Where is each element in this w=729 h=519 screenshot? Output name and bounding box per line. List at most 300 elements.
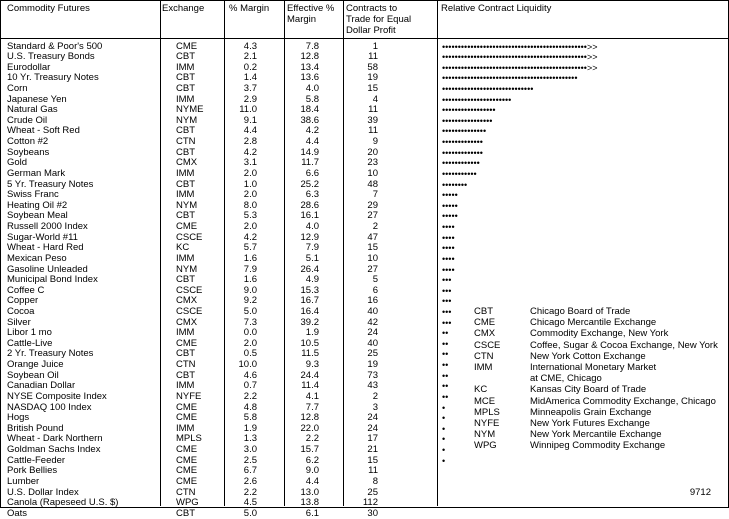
liquidity-bar: ••••••••••••••••••••••••••••••••••••••••••• bbox=[442, 73, 578, 84]
contracts-value: 112 bbox=[362, 497, 378, 509]
contracts-value: 42 bbox=[367, 316, 378, 328]
legend-code: CSCE bbox=[474, 339, 501, 351]
margin-value: 3.1 bbox=[243, 157, 257, 169]
commodity-name: Coffee C bbox=[7, 284, 45, 296]
table-row bbox=[0, 82, 534, 95]
exchange-code: CBT bbox=[176, 125, 195, 137]
contracts-value: 29 bbox=[367, 199, 378, 211]
margin-value: 2.5 bbox=[243, 454, 257, 466]
legend-code: NYM bbox=[474, 429, 496, 441]
commodity-name: Silver bbox=[7, 316, 31, 328]
effective-margin-value: 26.4 bbox=[300, 263, 319, 275]
contracts-value: 4 bbox=[372, 93, 378, 105]
liquidity-bar: ••••••••••••••••• bbox=[442, 105, 496, 116]
exchange-code: CBT bbox=[176, 274, 195, 286]
liquidity-bar: •••••••••••••••• bbox=[442, 115, 493, 126]
exchange-code: NYME bbox=[176, 104, 204, 116]
margin-value: 2.1 bbox=[243, 51, 257, 63]
effective-margin-value: 28.6 bbox=[300, 199, 319, 211]
effective-margin-value: 4.0 bbox=[305, 82, 319, 94]
exchange-code: CBT bbox=[176, 51, 195, 63]
legend-code: CME bbox=[474, 317, 496, 329]
margin-value: 3.0 bbox=[243, 444, 257, 456]
liquidity-bar: ••• bbox=[442, 296, 452, 307]
margin-value: 1.6 bbox=[243, 252, 257, 264]
effective-margin-value: 5.1 bbox=[305, 252, 319, 264]
exchange-code: NYM bbox=[176, 199, 198, 211]
exchange-code: NYM bbox=[176, 114, 198, 126]
margin-value: 2.6 bbox=[243, 475, 257, 487]
contracts-value: 21 bbox=[367, 444, 378, 456]
legend-description: Kansas City Board of Trade bbox=[530, 384, 647, 396]
margin-value: 4.2 bbox=[243, 146, 257, 158]
commodity-name: Cattle-Live bbox=[7, 337, 53, 349]
contracts-value: 9 bbox=[372, 136, 378, 148]
margin-value: 1.9 bbox=[243, 422, 257, 434]
commodity-name: Wheat - Soft Red bbox=[7, 125, 80, 137]
contracts-value: 11 bbox=[368, 465, 378, 477]
exchange-code: IMM bbox=[176, 61, 195, 73]
effective-margin-value: 6.3 bbox=[305, 189, 319, 201]
margin-value: 7.3 bbox=[243, 316, 257, 328]
margin-value: 9.2 bbox=[243, 295, 257, 307]
liquidity-bar: ••• bbox=[442, 317, 452, 328]
commodity-name: Mexican Peso bbox=[7, 252, 67, 264]
table-row bbox=[0, 390, 449, 403]
header-exchange: Exchange bbox=[162, 3, 205, 14]
legend-description: at CME, Chicago bbox=[530, 373, 602, 385]
legend-description: New York Futures Exchange bbox=[530, 418, 650, 429]
contracts-value: 8 bbox=[372, 475, 378, 487]
liquidity-bar: •• bbox=[442, 391, 449, 402]
effective-margin-value: 2.2 bbox=[305, 433, 319, 445]
commodity-name: Canadian Dollar bbox=[7, 380, 76, 392]
exchange-code: CTN bbox=[176, 359, 196, 371]
effective-margin-value: 4.4 bbox=[305, 475, 319, 487]
liquidity-bar: ••••• bbox=[442, 211, 458, 222]
margin-value: 9.1 bbox=[243, 114, 257, 126]
effective-margin-value: 11.7 bbox=[301, 157, 319, 169]
margin-value: 4.5 bbox=[243, 497, 257, 509]
exchange-code: IMM bbox=[176, 422, 195, 434]
margin-value: 0.0 bbox=[243, 327, 257, 339]
contracts-value: 27 bbox=[367, 210, 378, 222]
effective-margin-value: 4.4 bbox=[305, 136, 319, 148]
commodity-name: Oats bbox=[7, 507, 28, 519]
commodity-name: Wheat - Hard Red bbox=[7, 242, 84, 254]
commodity-name: Goldman Sachs Index bbox=[7, 444, 101, 456]
liquidity-bar: •• bbox=[442, 349, 449, 360]
effective-margin-value: 1.9 bbox=[305, 327, 319, 339]
effective-margin-value: 16.4 bbox=[300, 306, 319, 317]
liquidity-bar: •••••••••••••••••••••• bbox=[442, 94, 512, 105]
contracts-value: 24 bbox=[367, 422, 378, 434]
header-effective-line1: Effective % bbox=[287, 3, 335, 14]
contracts-value: 30 bbox=[367, 507, 378, 519]
legend-description: Winnipeg Commodity Exchange bbox=[530, 440, 666, 452]
header-commodity: Commodity Futures bbox=[7, 3, 90, 14]
liquidity-bar: •••••••• bbox=[442, 179, 468, 190]
contracts-value: 40 bbox=[367, 306, 378, 317]
contracts-value: 39 bbox=[367, 114, 378, 126]
exchange-code: MPLS bbox=[176, 433, 202, 445]
contracts-value: 73 bbox=[367, 369, 378, 381]
contracts-value: 7 bbox=[372, 189, 378, 201]
exchange-code: CMX bbox=[176, 295, 198, 307]
liquidity-bar: •• bbox=[442, 338, 449, 349]
contracts-value: 25 bbox=[367, 348, 378, 360]
commodity-name: U.S. Dollar Index bbox=[7, 486, 79, 498]
commodity-name: Hogs bbox=[7, 412, 30, 424]
effective-margin-value: 22.0 bbox=[300, 422, 319, 434]
margin-value: 2.2 bbox=[243, 390, 257, 402]
legend-code: WPG bbox=[474, 440, 497, 452]
liquidity-bar: •••••••••••• bbox=[442, 158, 480, 169]
exchange-code: CBT bbox=[176, 369, 195, 381]
exchange-code: CMX bbox=[176, 157, 198, 169]
table-row bbox=[0, 167, 477, 180]
liquidity-bar: •••• bbox=[442, 264, 455, 275]
exchange-code: CSCE bbox=[176, 306, 203, 317]
contracts-value: 2 bbox=[372, 221, 378, 233]
contracts-value: 11 bbox=[368, 51, 378, 63]
legend-description: New York Cotton Exchange bbox=[530, 350, 646, 362]
contracts-value: 11 bbox=[368, 104, 378, 116]
effective-margin-value: 7.7 bbox=[305, 401, 319, 413]
margin-value: 2.0 bbox=[243, 167, 257, 179]
legend-code: CBT bbox=[474, 306, 493, 317]
contracts-value: 10 bbox=[367, 252, 378, 264]
margin-value: 0.7 bbox=[243, 380, 257, 392]
contracts-value: 24 bbox=[367, 412, 378, 424]
header-contracts-line2: Trade for Equal bbox=[346, 14, 412, 25]
effective-margin-value: 4.9 bbox=[305, 274, 319, 286]
exchange-code: CME bbox=[176, 40, 198, 52]
margin-value: 2.8 bbox=[243, 136, 257, 148]
effective-margin-value: 10.5 bbox=[300, 337, 319, 349]
margin-value: 2.9 bbox=[243, 93, 257, 105]
commodity-name: Sugar-World #11 bbox=[7, 231, 78, 243]
effective-margin-value: 39.2 bbox=[300, 316, 319, 328]
liquidity-bar: ••••••••••••••••••••••••••••••••••••••••••••••>> bbox=[442, 52, 598, 63]
contracts-value: 6 bbox=[372, 284, 378, 296]
legend-description: Chicago Board of Trade bbox=[530, 306, 631, 317]
exchange-code: CBT bbox=[176, 146, 195, 158]
contracts-value: 24 bbox=[367, 327, 378, 339]
legend-description: Chicago Mercantile Exchange bbox=[530, 317, 657, 329]
table-row bbox=[0, 509, 440, 519]
liquidity-bar: •• bbox=[442, 381, 449, 392]
header-effective-line2: Margin bbox=[287, 14, 317, 25]
legend-code: IMM bbox=[474, 362, 493, 373]
commodity-name: Heating Oil #2 bbox=[7, 199, 68, 211]
contracts-value: 15 bbox=[367, 454, 378, 466]
exchange-code: CME bbox=[176, 221, 198, 233]
header-divider bbox=[1, 38, 728, 39]
exchange-code: CMX bbox=[176, 316, 198, 328]
contracts-value: 15 bbox=[367, 242, 378, 254]
margin-value: 4.2 bbox=[243, 231, 257, 243]
legend-code: MPLS bbox=[474, 406, 500, 418]
effective-margin-value: 38.6 bbox=[300, 114, 319, 126]
effective-margin-value: 15.7 bbox=[300, 444, 319, 456]
legend-code: CMX bbox=[474, 328, 496, 340]
liquidity-bar: •••••••••••••• bbox=[442, 126, 487, 137]
exchange-code: CME bbox=[176, 337, 198, 349]
liquidity-bar: ••••• bbox=[442, 190, 458, 201]
liquidity-bar: ••• bbox=[442, 307, 452, 317]
exchange-code: CBT bbox=[176, 507, 195, 519]
margin-value: 7.9 bbox=[243, 263, 257, 275]
effective-margin-value: 6.1 bbox=[305, 507, 319, 519]
exchange-code: CME bbox=[176, 475, 198, 487]
commodity-name: Natural Gas bbox=[7, 104, 58, 116]
margin-value: 2.2 bbox=[243, 486, 257, 498]
margin-value: 1.4 bbox=[243, 72, 257, 84]
effective-margin-value: 11.4 bbox=[301, 380, 319, 392]
legend-description: New York Mercantile Exchange bbox=[530, 429, 662, 441]
margin-value: 2.0 bbox=[243, 337, 257, 349]
contracts-value: 23 bbox=[367, 157, 378, 169]
margin-value: 8.0 bbox=[243, 199, 257, 211]
contracts-value: 47 bbox=[367, 231, 378, 243]
contracts-value: 48 bbox=[367, 178, 378, 190]
exchange-code: CBT bbox=[176, 72, 195, 84]
margin-value: 1.6 bbox=[243, 274, 257, 286]
margin-value: 0.5 bbox=[243, 348, 257, 360]
commodity-name: NYSE Composite Index bbox=[7, 390, 107, 402]
exchange-code: WPG bbox=[176, 497, 199, 509]
liquidity-bar: ••••••••••••• bbox=[442, 137, 483, 148]
contracts-value: 1 bbox=[372, 40, 378, 52]
effective-margin-value: 12.8 bbox=[300, 412, 319, 424]
exchange-code: IMM bbox=[176, 189, 195, 201]
commodity-name: Soybean Meal bbox=[7, 210, 68, 222]
effective-margin-value: 16.1 bbox=[300, 210, 319, 222]
commodity-name: Orange Juice bbox=[7, 359, 64, 371]
contracts-value: 3 bbox=[372, 401, 378, 413]
commodity-name: Crude Oil bbox=[7, 114, 48, 126]
footer-code: 9712 bbox=[689, 487, 711, 498]
liquidity-bar: •• bbox=[442, 360, 449, 371]
legend-code: MCE bbox=[474, 395, 496, 407]
margin-value: 4.6 bbox=[243, 369, 257, 381]
exchange-code: IMM bbox=[176, 327, 195, 339]
commodity-name: Russell 2000 Index bbox=[7, 221, 88, 233]
effective-margin-value: 24.4 bbox=[300, 369, 319, 381]
liquidity-bar: ••• bbox=[442, 285, 452, 296]
effective-margin-value: 6.6 bbox=[305, 167, 319, 179]
exchange-code: NYM bbox=[176, 263, 198, 275]
effective-margin-value: 12.8 bbox=[300, 51, 319, 63]
exchange-code: NYFE bbox=[176, 390, 202, 402]
legend-code: KC bbox=[474, 384, 488, 396]
liquidity-bar: •••• bbox=[442, 232, 455, 243]
header-liquidity: Relative Contract Liquidity bbox=[441, 3, 552, 14]
margin-value: 4.3 bbox=[243, 40, 257, 52]
contracts-value: 16 bbox=[367, 295, 378, 307]
effective-margin-value: 16.7 bbox=[300, 295, 319, 307]
contracts-value: 58 bbox=[367, 61, 378, 73]
liquidity-bar: • bbox=[442, 423, 446, 434]
commodity-name: 2 Yr. Treasury Notes bbox=[7, 348, 94, 360]
effective-margin-value: 6.2 bbox=[305, 454, 319, 466]
table-row bbox=[0, 306, 452, 318]
contracts-value: 5 bbox=[372, 274, 378, 286]
margin-value: 10.0 bbox=[238, 359, 257, 371]
contracts-value: 40 bbox=[367, 337, 378, 349]
exchange-code: CBT bbox=[176, 348, 195, 360]
legend-description: Minneapolis Grain Exchange bbox=[530, 406, 652, 418]
commodity-name: Cotton #2 bbox=[7, 136, 49, 148]
liquidity-bar: •••• bbox=[442, 253, 455, 264]
liquidity-bar: ••••••••••••••••••••••••••••••••••••••••••••••>> bbox=[442, 41, 598, 52]
commodity-name: Standard & Poor's 500 bbox=[7, 40, 103, 52]
margin-value: 5.7 bbox=[243, 242, 257, 254]
exchange-code: IMM bbox=[176, 252, 195, 264]
exchange-code: CME bbox=[176, 401, 198, 413]
effective-margin-value: 14.9 bbox=[300, 146, 319, 158]
margin-value: 3.7 bbox=[243, 82, 257, 94]
table-row bbox=[0, 252, 455, 265]
margin-value: 5.0 bbox=[243, 507, 257, 519]
contracts-value: 27 bbox=[367, 263, 378, 275]
margin-value: 5.8 bbox=[243, 412, 257, 424]
margin-value: 2.0 bbox=[243, 221, 257, 233]
legend-description: Commodity Exchange, New York bbox=[530, 328, 669, 340]
legend-description: International Monetary Market bbox=[530, 362, 657, 373]
exchange-code: CME bbox=[176, 465, 198, 477]
commodity-name: Corn bbox=[7, 82, 28, 94]
legend-code: CTN bbox=[474, 350, 494, 362]
margin-value: 5.3 bbox=[243, 210, 257, 222]
exchange-code: IMM bbox=[176, 93, 195, 105]
commodity-name: Soybeans bbox=[7, 146, 50, 158]
contracts-value: 25 bbox=[367, 486, 378, 498]
liquidity-bar: •• bbox=[442, 370, 449, 381]
commodity-name: Lumber bbox=[7, 475, 40, 487]
liquidity-bar: • bbox=[442, 455, 446, 466]
commodity-name: Copper bbox=[7, 295, 39, 307]
exchange-code: CSCE bbox=[176, 231, 203, 243]
legend-description: Coffee, Sugar & Cocoa Exchange, New York bbox=[530, 339, 718, 351]
header-contracts-line3: Dollar Profit bbox=[346, 25, 396, 36]
effective-margin-value: 18.4 bbox=[300, 104, 319, 116]
exchange-code: CBT bbox=[176, 210, 195, 222]
contracts-value: 19 bbox=[367, 359, 378, 371]
commodity-name: German Mark bbox=[7, 167, 66, 179]
exchange-code: CBT bbox=[176, 82, 195, 94]
commodity-name: Cocoa bbox=[7, 306, 35, 317]
effective-margin-value: 4.2 bbox=[305, 125, 319, 137]
contracts-value: 20 bbox=[367, 146, 378, 158]
liquidity-bar: ••••••••••• bbox=[442, 168, 477, 179]
liquidity-bar: •••• bbox=[442, 243, 455, 254]
commodity-name: 5 Yr. Treasury Notes bbox=[7, 178, 94, 190]
margin-value: 4.4 bbox=[243, 125, 257, 137]
commodity-name: Soybean Oil bbox=[7, 369, 59, 381]
margin-value: 4.8 bbox=[243, 401, 257, 413]
liquidity-bar: • bbox=[442, 445, 446, 456]
liquidity-bar: • bbox=[442, 413, 446, 424]
margin-value: 1.3 bbox=[243, 433, 257, 445]
legend-code: NYFE bbox=[474, 418, 500, 429]
commodity-name: NASDAQ 100 Index bbox=[7, 401, 92, 413]
liquidity-bar: • bbox=[442, 402, 446, 413]
effective-margin-value: 9.3 bbox=[305, 359, 319, 371]
liquidity-bar: •• bbox=[442, 328, 449, 339]
commodity-name: U.S. Treasury Bonds bbox=[7, 51, 95, 63]
effective-margin-value: 9.0 bbox=[305, 465, 319, 477]
effective-margin-value: 13.4 bbox=[300, 61, 319, 73]
effective-margin-value: 12.9 bbox=[300, 231, 319, 243]
contracts-value: 19 bbox=[367, 72, 378, 84]
effective-margin-value: 5.8 bbox=[305, 93, 319, 105]
liquidity-bar: •••• bbox=[442, 222, 455, 233]
contracts-value: 11 bbox=[368, 125, 378, 137]
header-contracts-line1: Contracts to bbox=[346, 3, 398, 14]
exchange-code: KC bbox=[176, 242, 190, 254]
exchange-code: CME bbox=[176, 412, 198, 424]
commodity-name: Cattle-Feeder bbox=[7, 454, 66, 466]
exchange-code: CTN bbox=[176, 486, 196, 498]
commodity-name: Canola (Rapeseed U.S. $) bbox=[7, 497, 119, 509]
exchange-code: CME bbox=[176, 454, 198, 466]
margin-value: 2.0 bbox=[243, 189, 257, 201]
margin-value: 1.0 bbox=[243, 178, 257, 190]
margin-value: 9.0 bbox=[243, 284, 257, 296]
effective-margin-value: 13.0 bbox=[300, 486, 319, 498]
commodity-name: Japanese Yen bbox=[7, 93, 67, 105]
effective-margin-value: 11.5 bbox=[301, 348, 319, 360]
commodity-name: Wheat - Dark Northern bbox=[7, 433, 103, 445]
effective-margin-value: 7.9 bbox=[305, 242, 319, 254]
effective-margin-value: 13.6 bbox=[300, 72, 319, 84]
margin-value: 5.0 bbox=[243, 306, 257, 317]
commodity-name: Gold bbox=[7, 157, 28, 169]
commodity-name: Pork Bellies bbox=[7, 465, 58, 477]
commodity-name: British Pound bbox=[7, 422, 64, 434]
exchange-code: CBT bbox=[176, 178, 195, 190]
commodity-name: 10 Yr. Treasury Notes bbox=[7, 72, 99, 84]
commodity-name: Eurodollar bbox=[7, 61, 51, 73]
exchange-code: CME bbox=[176, 444, 198, 456]
contracts-value: 10 bbox=[367, 167, 378, 179]
effective-margin-value: 13.8 bbox=[300, 497, 319, 509]
effective-margin-value: 25.2 bbox=[300, 178, 319, 190]
contracts-value: 2 bbox=[372, 390, 378, 402]
liquidity-bar: ••••••••••••• bbox=[442, 147, 483, 158]
liquidity-bar: ••••••••••••••••••••••••••••••••••••••••••••••>> bbox=[442, 62, 598, 73]
effective-margin-value: 7.8 bbox=[305, 40, 319, 52]
table-row bbox=[0, 477, 440, 488]
effective-margin-value: 4.1 bbox=[305, 390, 319, 402]
contracts-value: 17 bbox=[367, 433, 378, 445]
commodity-name: Gasoline Unleaded bbox=[7, 263, 88, 275]
commodity-name: Municipal Bond Index bbox=[7, 274, 98, 286]
margin-value: 0.2 bbox=[243, 61, 257, 73]
commodity-name: Swiss Franc bbox=[7, 189, 59, 201]
effective-margin-value: 4.0 bbox=[305, 221, 319, 233]
commodity-name: Libor 1 mo bbox=[7, 327, 52, 339]
liquidity-bar: ••••••••••••••••••••••••••••• bbox=[442, 83, 534, 94]
legend-description: MidAmerica Commodity Exchange, Chicago bbox=[530, 395, 716, 407]
contracts-value: 15 bbox=[367, 82, 378, 94]
exchange-code: IMM bbox=[176, 380, 195, 392]
margin-value: 6.7 bbox=[243, 465, 257, 477]
exchange-code: CSCE bbox=[176, 284, 203, 296]
contracts-value: 43 bbox=[367, 380, 378, 392]
